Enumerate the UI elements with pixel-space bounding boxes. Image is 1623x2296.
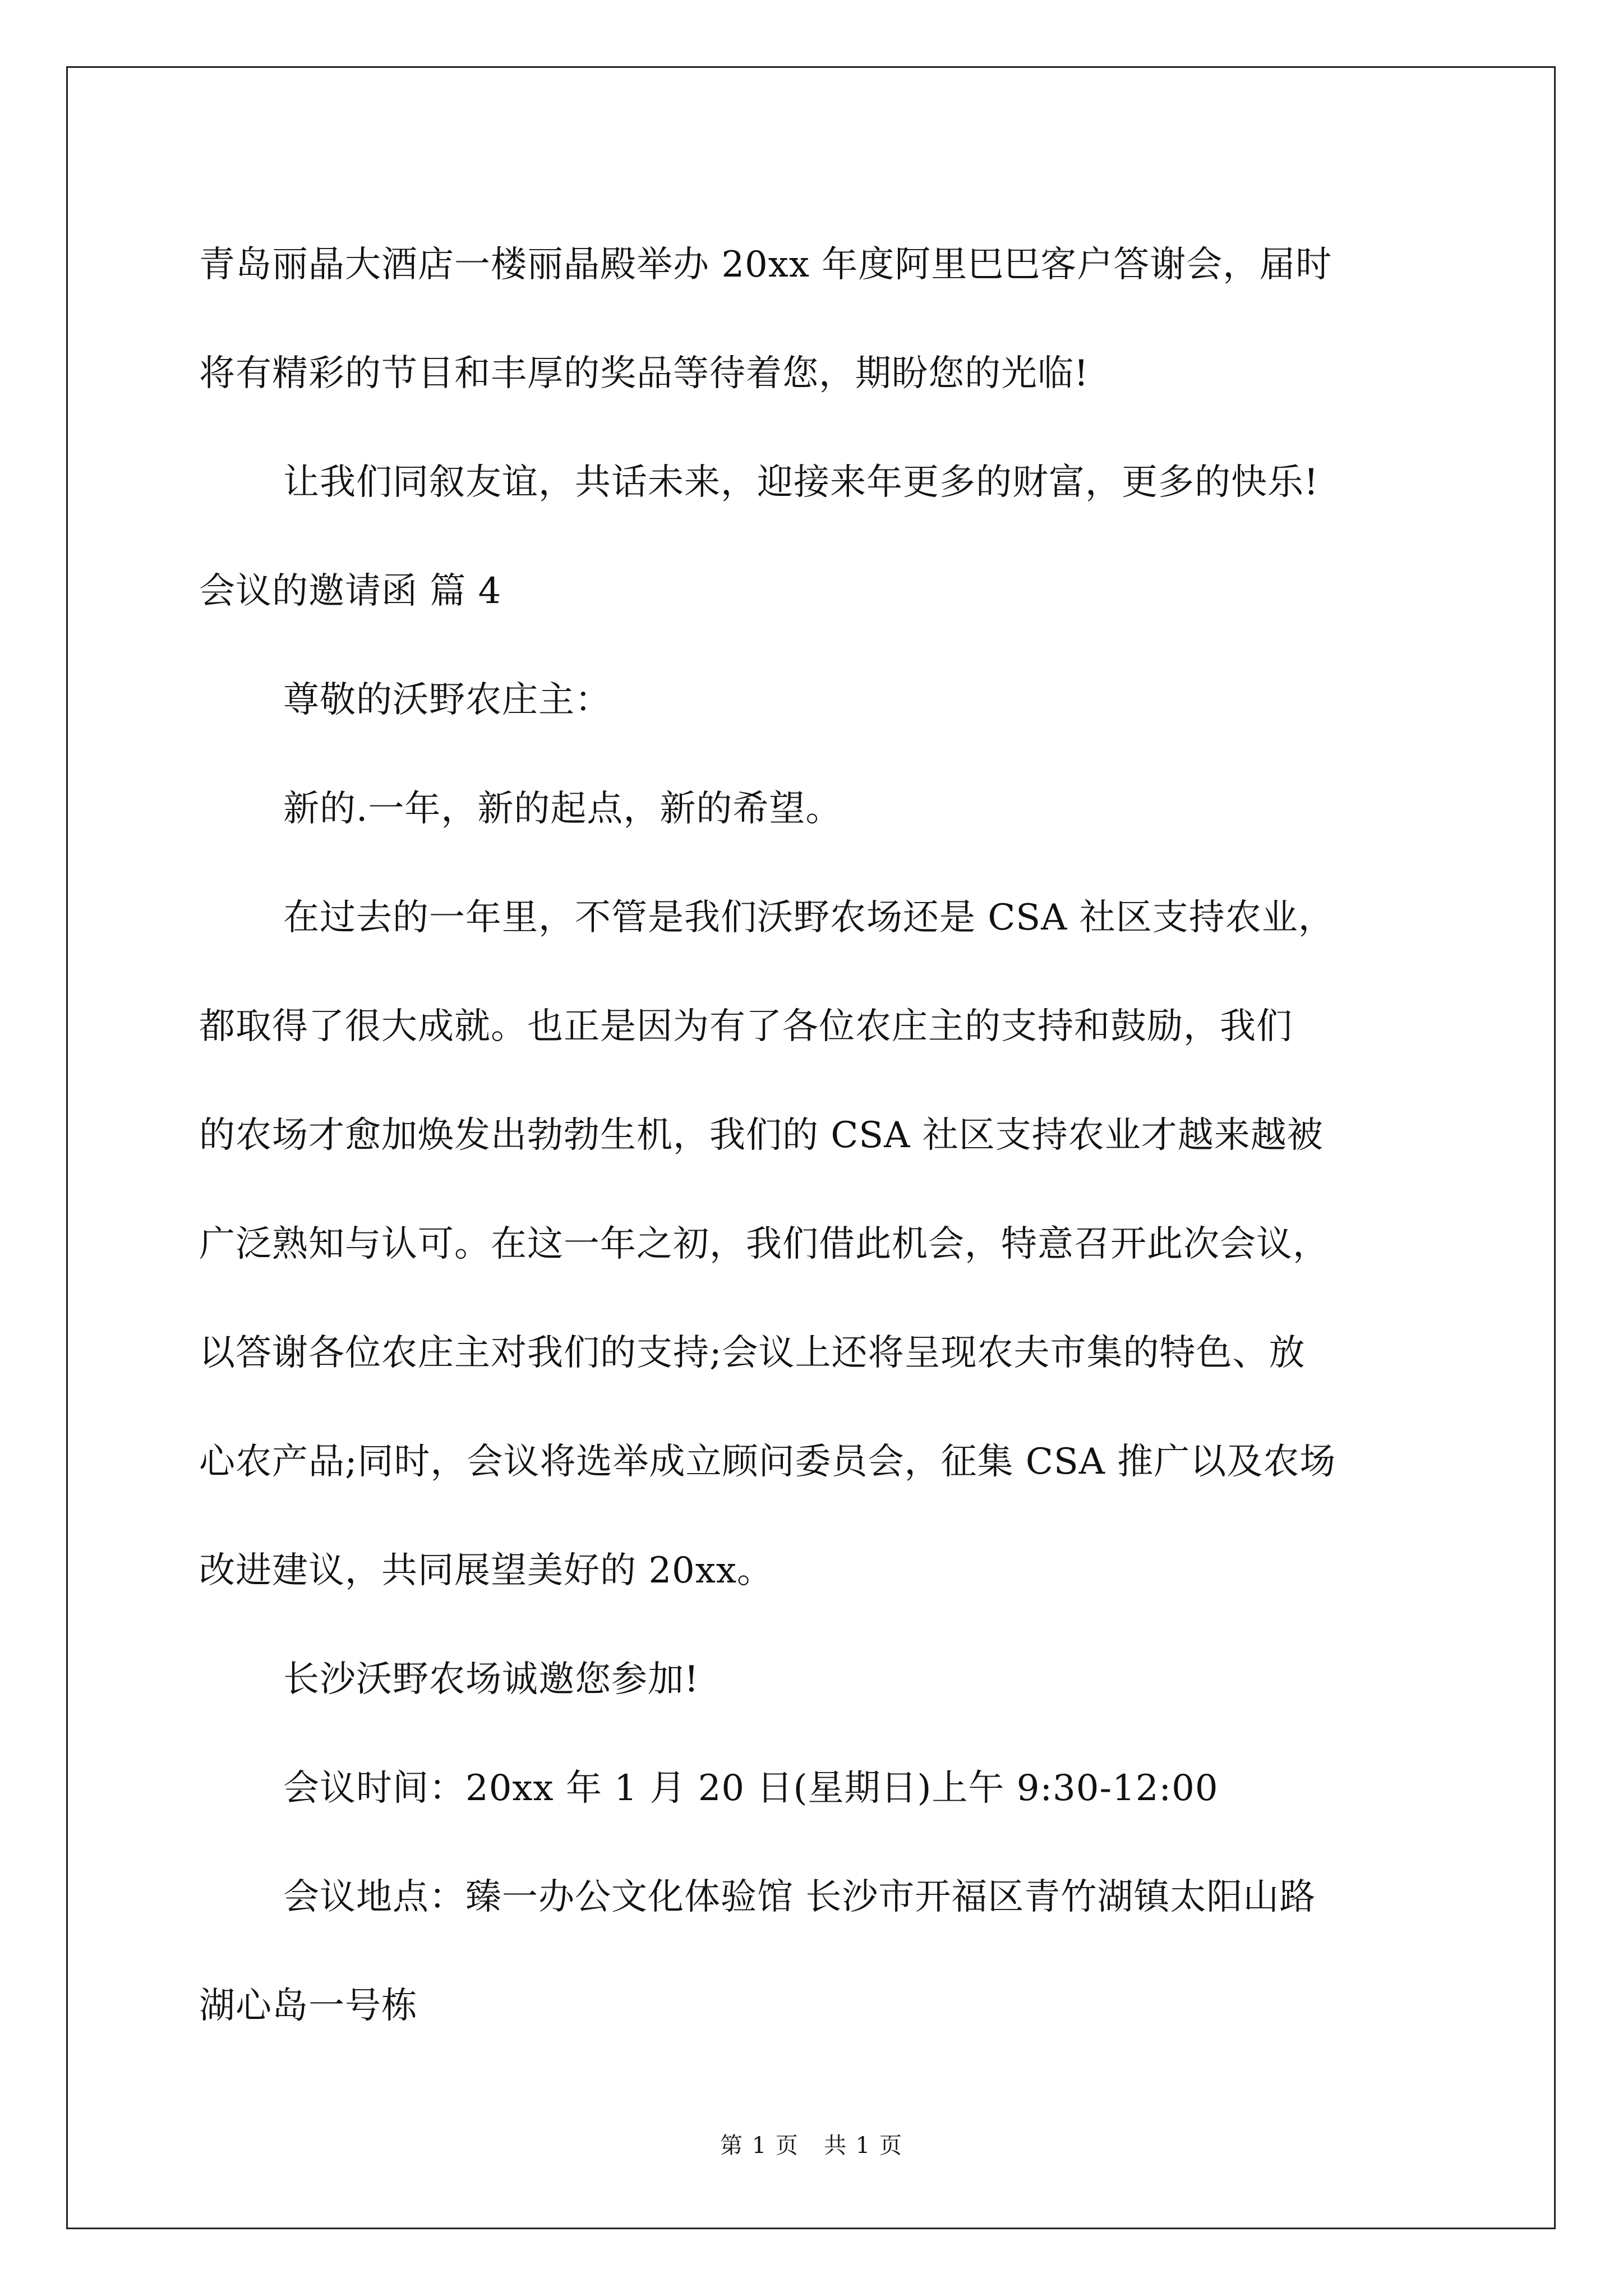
document-body: [199, 210, 1433, 2060]
salutation: 尊敬的沃野农庄主：: [283, 679, 611, 721]
meeting-time: 会议时间：20xx 年 1 月 20 日(星期日)上午 9:30-12:00: [283, 1768, 1219, 1809]
text-line-1: 青岛丽晶大酒店一楼丽晶殿举办 20xx 年度阿里巴巴客户答谢会，届时: [199, 244, 1332, 286]
text-line-6: 新的.一年，新的起点，新的希望。: [283, 788, 842, 830]
meeting-location-continued: 湖心岛一号栋: [199, 1985, 418, 2027]
section-heading: 会议的邀请函 篇 4: [199, 570, 502, 612]
text-line-2: 将有精彩的节目和丰厚的奖品等待着您，期盼您的光临!: [199, 353, 1089, 394]
text-line-11: 以答谢各位农庄主对我们的支持;会议上还将呈现农夫市集的特色、放: [199, 1332, 1306, 1374]
text-line-13: 改进建议，共同展望美好的 20xx。: [199, 1550, 773, 1591]
page-footer: 第 1 页 共 1 页: [720, 2133, 903, 2159]
text-line-9: 的农场才愈加焕发出勃勃生机，我们的 CSA 社区支持农业才越来越被: [199, 1115, 1324, 1156]
invitation-line: 长沙沃野农场诚邀您参加!: [283, 1659, 699, 1700]
meeting-location: 会议地点：臻一办公文化体验馆 长沙市开福区青竹湖镇太阳山路: [283, 1876, 1316, 1918]
text-line-12: 心农产品;同时，会议将选举成立顾问委员会，征集 CSA 推广以及农场: [199, 1441, 1336, 1483]
text-line-10: 广泛熟知与认可。在这一年之初，我们借此机会，特意召开此次会议，: [199, 1223, 1329, 1265]
text-line-8: 都取得了很大成就。也正是因为有了各位农庄主的支持和鼓励，我们: [199, 1006, 1293, 1047]
text-line-7: 在过去的一年里，不管是我们沃野农场还是 CSA 社区支持农业，: [283, 897, 1335, 938]
text-line-3: 让我们同叙友谊，共话未来，迎接来年更多的财富，更多的快乐!: [283, 462, 1319, 503]
